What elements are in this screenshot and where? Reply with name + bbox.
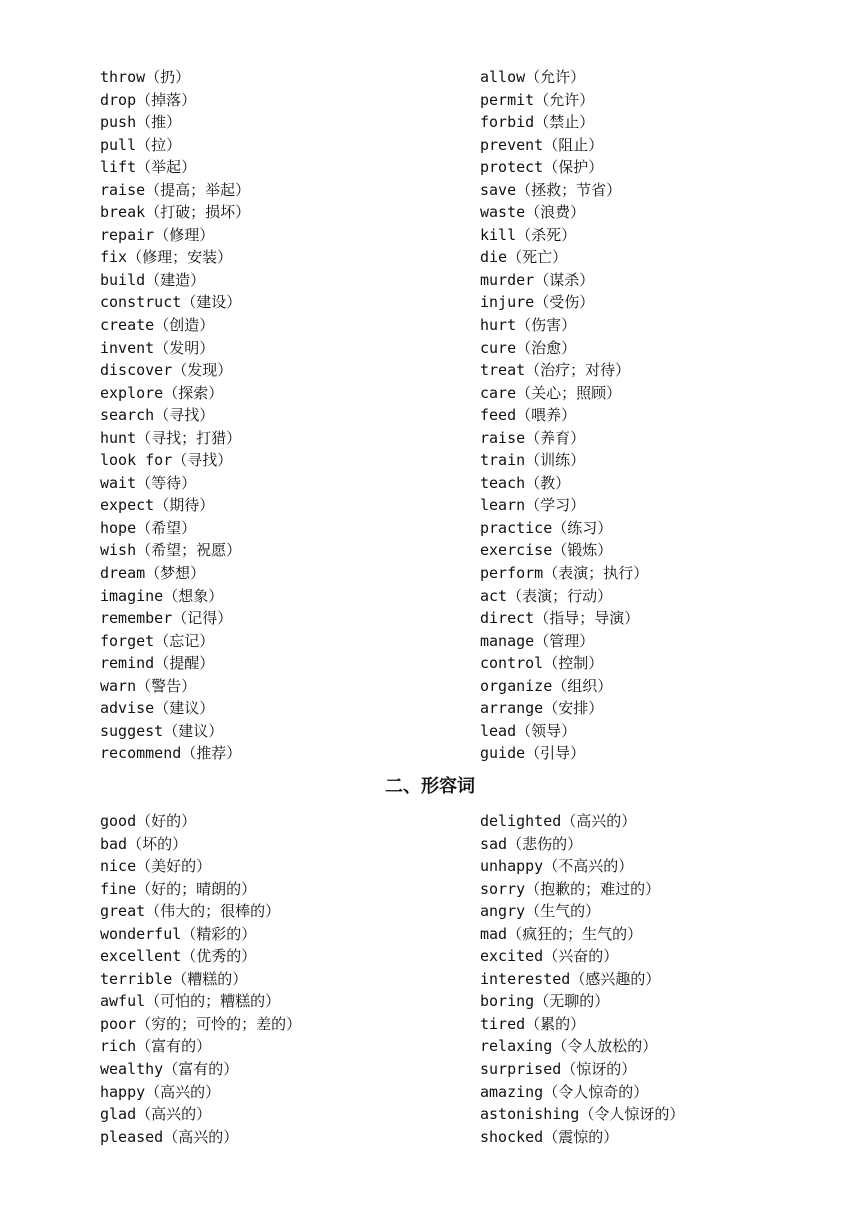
vocab-entry	[100, 1058, 480, 1081]
english-word: remind	[100, 654, 155, 673]
vocab-entry	[100, 720, 480, 743]
english-word: awful	[100, 992, 146, 1011]
chinese-meaning: （坏的）	[127, 834, 188, 853]
chinese-meaning: （修理）	[154, 225, 215, 244]
english-word: warn	[100, 676, 137, 695]
vocab-entry	[480, 134, 780, 157]
english-word: lead	[480, 721, 517, 740]
vocab-entry	[480, 269, 780, 292]
vocab-entry	[480, 66, 780, 89]
chinese-meaning: （扔）	[145, 68, 191, 86]
chinese-meaning: （令人放松的）	[552, 1037, 658, 1056]
vocab-entry	[100, 652, 480, 675]
chinese-meaning: （建议）	[163, 721, 224, 740]
english-word: repair	[100, 225, 155, 244]
chinese-meaning: （等待）	[136, 473, 197, 492]
english-word: train	[480, 451, 526, 470]
vocab-entry	[480, 472, 780, 495]
adjective-columns	[100, 810, 780, 1148]
chinese-meaning: （无聊的）	[534, 992, 610, 1011]
vocab-entry	[480, 1103, 780, 1126]
english-word: expect	[100, 496, 155, 515]
chinese-meaning: （学习）	[525, 496, 586, 515]
vocab-entry	[100, 900, 480, 923]
english-word: raise	[100, 180, 146, 199]
english-word: search	[100, 406, 155, 425]
chinese-meaning: （记得）	[172, 609, 233, 628]
vocab-entry	[100, 923, 480, 946]
vocab-entry	[100, 945, 480, 968]
chinese-meaning: （保护）	[543, 158, 604, 177]
vocab-entry	[480, 742, 780, 765]
vocab-entry	[100, 359, 480, 382]
chinese-meaning: （表演；执行）	[543, 564, 649, 583]
chinese-meaning: （寻找；打猎）	[136, 428, 242, 447]
chinese-meaning: （期待）	[154, 496, 215, 515]
english-word: learn	[480, 496, 526, 515]
vocab-entry	[100, 1013, 480, 1036]
chinese-meaning: （不高兴的）	[543, 857, 634, 876]
vocab-entry	[480, 517, 780, 540]
english-word: kill	[480, 225, 517, 244]
chinese-meaning: （受伤）	[534, 293, 595, 312]
chinese-meaning: （管理）	[534, 631, 595, 650]
english-word: nice	[100, 857, 137, 876]
chinese-meaning: （建设）	[181, 293, 242, 312]
chinese-meaning: （富有的）	[136, 1037, 212, 1056]
vocab-entry	[100, 449, 480, 472]
vocab-entry	[100, 201, 480, 224]
english-word: waste	[480, 203, 526, 222]
chinese-meaning: （锻炼）	[552, 541, 613, 560]
vocab-entry	[480, 449, 780, 472]
english-word: surprised	[480, 1060, 562, 1079]
vocab-entry	[100, 539, 480, 562]
chinese-meaning: （养育）	[525, 428, 586, 447]
chinese-meaning: （警告）	[136, 676, 197, 695]
vocab-entry	[480, 111, 780, 134]
vocab-entry	[480, 675, 780, 698]
vocab-entry	[480, 923, 780, 946]
adjective-column-right	[480, 810, 780, 1148]
english-word: wonderful	[100, 924, 182, 943]
vocab-entry	[100, 742, 480, 765]
vocab-entry	[100, 855, 480, 878]
chinese-meaning: （领导）	[516, 721, 577, 740]
chinese-meaning: （拯救；节省）	[516, 180, 622, 199]
chinese-meaning: （高兴的）	[163, 1127, 239, 1146]
english-word: wait	[100, 473, 137, 492]
english-word: direct	[480, 609, 535, 628]
english-word: explore	[100, 383, 164, 402]
english-word: break	[100, 203, 146, 222]
english-word: dream	[100, 564, 146, 583]
chinese-meaning: （高兴的）	[561, 812, 637, 830]
chinese-meaning: （发现）	[172, 361, 233, 380]
english-word: amazing	[480, 1082, 544, 1101]
vocab-entry	[480, 990, 780, 1013]
vocab-entry	[480, 201, 780, 224]
vocab-entry	[480, 382, 780, 405]
vocab-entry	[480, 427, 780, 450]
verb-column-right	[480, 66, 780, 765]
english-word: sorry	[480, 879, 526, 898]
vocab-entry	[100, 878, 480, 901]
english-word: murder	[480, 270, 535, 289]
vocab-entry	[480, 607, 780, 630]
english-word: wish	[100, 541, 137, 560]
chinese-meaning: （悲伤的）	[507, 834, 583, 853]
english-word: hunt	[100, 428, 137, 447]
vocab-entry	[100, 156, 480, 179]
english-word: protect	[480, 158, 544, 177]
vocab-entry	[480, 855, 780, 878]
vocab-entry	[100, 404, 480, 427]
vocab-entry	[100, 1081, 480, 1104]
english-word: cure	[480, 338, 517, 357]
vocab-entry	[100, 990, 480, 1013]
vocab-entry	[480, 156, 780, 179]
chinese-meaning: （好的；晴朗的）	[136, 879, 257, 898]
vocab-entry	[480, 1058, 780, 1081]
chinese-meaning: （安排）	[543, 699, 604, 718]
english-word: wealthy	[100, 1060, 164, 1079]
english-word: excellent	[100, 947, 182, 966]
chinese-meaning: （寻找）	[172, 451, 233, 470]
chinese-meaning: （拉）	[136, 135, 182, 154]
chinese-meaning: （杀死）	[516, 225, 577, 244]
chinese-meaning: （糟糕的）	[172, 969, 248, 988]
chinese-meaning: （令人惊讶的）	[579, 1105, 685, 1124]
chinese-meaning: （指导；导演）	[534, 609, 640, 628]
vocab-entry	[100, 1035, 480, 1058]
adjective-column-left	[100, 810, 480, 1148]
vocab-entry	[100, 179, 480, 202]
chinese-meaning: （建造）	[145, 270, 206, 289]
vocab-entry	[100, 224, 480, 247]
vocab-entry	[480, 1035, 780, 1058]
chinese-meaning: （治愈）	[516, 338, 577, 357]
vocab-entry	[100, 968, 480, 991]
english-word: excited	[480, 947, 544, 966]
vocab-entry	[100, 697, 480, 720]
english-word: fine	[100, 879, 137, 898]
english-word: good	[100, 812, 137, 830]
vocab-entry	[480, 900, 780, 923]
vocab-entry	[100, 630, 480, 653]
vocab-entry	[480, 968, 780, 991]
english-word: construct	[100, 293, 182, 312]
english-word: mad	[480, 924, 508, 943]
vocab-entry	[480, 945, 780, 968]
vocab-entry	[100, 833, 480, 856]
chinese-meaning: （治疗；对待）	[525, 361, 631, 380]
chinese-meaning: （好的）	[136, 812, 197, 830]
english-word: delighted	[480, 812, 562, 830]
english-word: arrange	[480, 699, 544, 718]
chinese-meaning: （关心；照顾）	[516, 383, 622, 402]
chinese-meaning: （修理；安装）	[127, 248, 233, 267]
chinese-meaning: （富有的）	[163, 1060, 239, 1079]
english-word: die	[480, 248, 508, 267]
english-word: pleased	[100, 1127, 164, 1146]
english-word: great	[100, 902, 146, 921]
english-word: shocked	[480, 1127, 544, 1146]
chinese-meaning: （推荐）	[181, 744, 242, 763]
chinese-meaning: （喂养）	[516, 406, 577, 425]
english-word: save	[480, 180, 517, 199]
english-word: look for	[100, 451, 173, 470]
chinese-meaning: （谋杀）	[534, 270, 595, 289]
vocab-entry	[480, 179, 780, 202]
chinese-meaning: （震惊的）	[543, 1127, 619, 1146]
chinese-meaning: （感兴趣的）	[570, 969, 661, 988]
english-word: advise	[100, 699, 155, 718]
vocab-entry	[100, 562, 480, 585]
vocab-entry	[100, 66, 480, 89]
english-word: injure	[480, 293, 535, 312]
vocab-entry	[480, 494, 780, 517]
chinese-meaning: （抱歉的；难过的）	[525, 879, 661, 898]
english-word: hurt	[480, 316, 517, 335]
english-word: manage	[480, 631, 535, 650]
vocab-entry	[480, 652, 780, 675]
english-word: discover	[100, 361, 173, 380]
vocab-entry	[480, 404, 780, 427]
english-word: glad	[100, 1105, 137, 1124]
english-word: angry	[480, 902, 526, 921]
chinese-meaning: （寻找）	[154, 406, 215, 425]
chinese-meaning: （伟大的；很棒的）	[145, 902, 281, 921]
vocab-entry	[100, 134, 480, 157]
vocab-entry	[480, 562, 780, 585]
chinese-meaning: （提醒）	[154, 654, 215, 673]
vocab-entry	[100, 585, 480, 608]
english-word: interested	[480, 969, 571, 988]
chinese-meaning: （发明）	[154, 338, 215, 357]
vocab-entry	[100, 517, 480, 540]
english-word: fix	[100, 248, 128, 267]
chinese-meaning: （推）	[136, 113, 182, 132]
chinese-meaning: （疯狂的；生气的）	[507, 924, 643, 943]
adjective-list-section	[100, 810, 780, 1148]
chinese-meaning: （兴奋的）	[543, 947, 619, 966]
vocab-entry	[480, 224, 780, 247]
english-word: boring	[480, 992, 535, 1011]
vocab-entry	[480, 89, 780, 112]
english-word: care	[480, 383, 517, 402]
english-word: lift	[100, 158, 137, 177]
chinese-meaning: （禁止）	[534, 113, 595, 132]
chinese-meaning: （练习）	[552, 518, 613, 537]
chinese-meaning: （训练）	[525, 451, 586, 470]
english-word: happy	[100, 1082, 146, 1101]
english-word: tired	[480, 1014, 526, 1033]
chinese-meaning: （高兴的）	[136, 1105, 212, 1124]
english-word: practice	[480, 518, 553, 537]
vocab-entry	[480, 1126, 780, 1149]
english-word: allow	[480, 68, 526, 86]
english-word: raise	[480, 428, 526, 447]
vocab-entry	[480, 314, 780, 337]
vocab-entry	[100, 291, 480, 314]
vocab-entry	[480, 1081, 780, 1104]
vocab-entry	[480, 630, 780, 653]
english-word: forget	[100, 631, 155, 650]
english-word: build	[100, 270, 146, 289]
english-word: treat	[480, 361, 526, 380]
english-word: poor	[100, 1014, 137, 1033]
chinese-meaning: （梦想）	[145, 564, 206, 583]
english-word: create	[100, 316, 155, 335]
chinese-meaning: （创造）	[154, 316, 215, 335]
vocab-entry	[100, 314, 480, 337]
english-word: exercise	[480, 541, 553, 560]
chinese-meaning: （提高；举起）	[145, 180, 251, 199]
chinese-meaning: （引导）	[525, 744, 586, 763]
english-word: organize	[480, 676, 553, 695]
english-word: push	[100, 113, 137, 132]
english-word: guide	[480, 744, 526, 763]
chinese-meaning: （阻止）	[543, 135, 604, 154]
verb-column-left	[100, 66, 480, 765]
vocab-entry	[480, 810, 780, 833]
english-word: astonishing	[480, 1105, 580, 1124]
english-word: teach	[480, 473, 526, 492]
vocab-entry	[480, 697, 780, 720]
chinese-meaning: （忘记）	[154, 631, 215, 650]
english-word: perform	[480, 564, 544, 583]
chinese-meaning: （生气的）	[525, 902, 601, 921]
chinese-meaning: （允许）	[525, 68, 586, 86]
vocab-entry	[480, 539, 780, 562]
english-word: sad	[480, 834, 508, 853]
vocab-entry	[100, 1103, 480, 1126]
english-word: permit	[480, 90, 535, 109]
vocab-entry	[480, 337, 780, 360]
english-word: control	[480, 654, 544, 673]
verb-list-section	[100, 66, 780, 765]
chinese-meaning: （教）	[525, 473, 571, 492]
chinese-meaning: （穷的；可怜的；差的）	[136, 1014, 302, 1033]
vocab-entry	[480, 833, 780, 856]
chinese-meaning: （探索）	[163, 383, 224, 402]
vocab-entry	[480, 291, 780, 314]
english-word: pull	[100, 135, 137, 154]
chinese-meaning: （允许）	[534, 90, 595, 109]
chinese-meaning: （死亡）	[507, 248, 568, 267]
adjectives-heading: 二、形容词	[385, 776, 475, 797]
english-word: feed	[480, 406, 517, 425]
vocab-entry	[480, 878, 780, 901]
chinese-meaning: （精彩的）	[181, 924, 257, 943]
vocab-entry	[100, 472, 480, 495]
chinese-meaning: （控制）	[543, 654, 604, 673]
vocab-entry	[480, 246, 780, 269]
english-word: bad	[100, 834, 128, 853]
english-word: drop	[100, 90, 137, 109]
vocab-entry	[100, 494, 480, 517]
vocab-entry	[100, 382, 480, 405]
vocab-entry	[100, 337, 480, 360]
chinese-meaning: （打破；损坏）	[145, 203, 251, 222]
english-word: recommend	[100, 744, 182, 763]
vocab-entry	[100, 111, 480, 134]
chinese-meaning: （表演；行动）	[507, 586, 613, 605]
vocab-entry	[480, 1013, 780, 1036]
vocab-entry	[100, 269, 480, 292]
chinese-meaning: （累的）	[525, 1014, 586, 1033]
chinese-meaning: （可怕的；糟糕的）	[145, 992, 281, 1011]
chinese-meaning: （美好的）	[136, 857, 212, 876]
chinese-meaning: （建议）	[154, 699, 215, 718]
vocab-entry	[100, 810, 480, 833]
vocab-entry	[480, 720, 780, 743]
chinese-meaning: （惊讶的）	[561, 1060, 637, 1079]
english-word: remember	[100, 609, 173, 628]
vocab-entry	[100, 675, 480, 698]
chinese-meaning: （想象）	[163, 586, 224, 605]
english-word: relaxing	[480, 1037, 553, 1056]
english-word: throw	[100, 68, 146, 86]
vocab-entry	[100, 427, 480, 450]
english-word: hope	[100, 518, 137, 537]
english-word: suggest	[100, 721, 164, 740]
vocab-entry	[100, 89, 480, 112]
english-word: act	[480, 586, 508, 605]
english-word: terrible	[100, 969, 173, 988]
english-word: unhappy	[480, 857, 544, 876]
chinese-meaning: （令人惊奇的）	[543, 1082, 649, 1101]
chinese-meaning: （掉落）	[136, 90, 197, 109]
chinese-meaning: （高兴的）	[145, 1082, 221, 1101]
chinese-meaning: （组织）	[552, 676, 613, 695]
english-word: prevent	[480, 135, 544, 154]
vocab-entry	[100, 607, 480, 630]
vocab-entry	[480, 585, 780, 608]
chinese-meaning: （希望）	[136, 518, 197, 537]
chinese-meaning: （优秀的）	[181, 947, 257, 966]
english-word: invent	[100, 338, 155, 357]
chinese-meaning: （浪费）	[525, 203, 586, 222]
english-word: rich	[100, 1037, 137, 1056]
english-word: forbid	[480, 113, 535, 132]
chinese-meaning: （举起）	[136, 158, 197, 177]
verb-columns	[100, 66, 780, 765]
vocab-entry	[480, 359, 780, 382]
vocab-entry	[100, 1126, 480, 1149]
chinese-meaning: （希望；祝愿）	[136, 541, 242, 560]
vocab-entry	[100, 246, 480, 269]
chinese-meaning: （伤害）	[516, 316, 577, 335]
english-word: imagine	[100, 586, 164, 605]
